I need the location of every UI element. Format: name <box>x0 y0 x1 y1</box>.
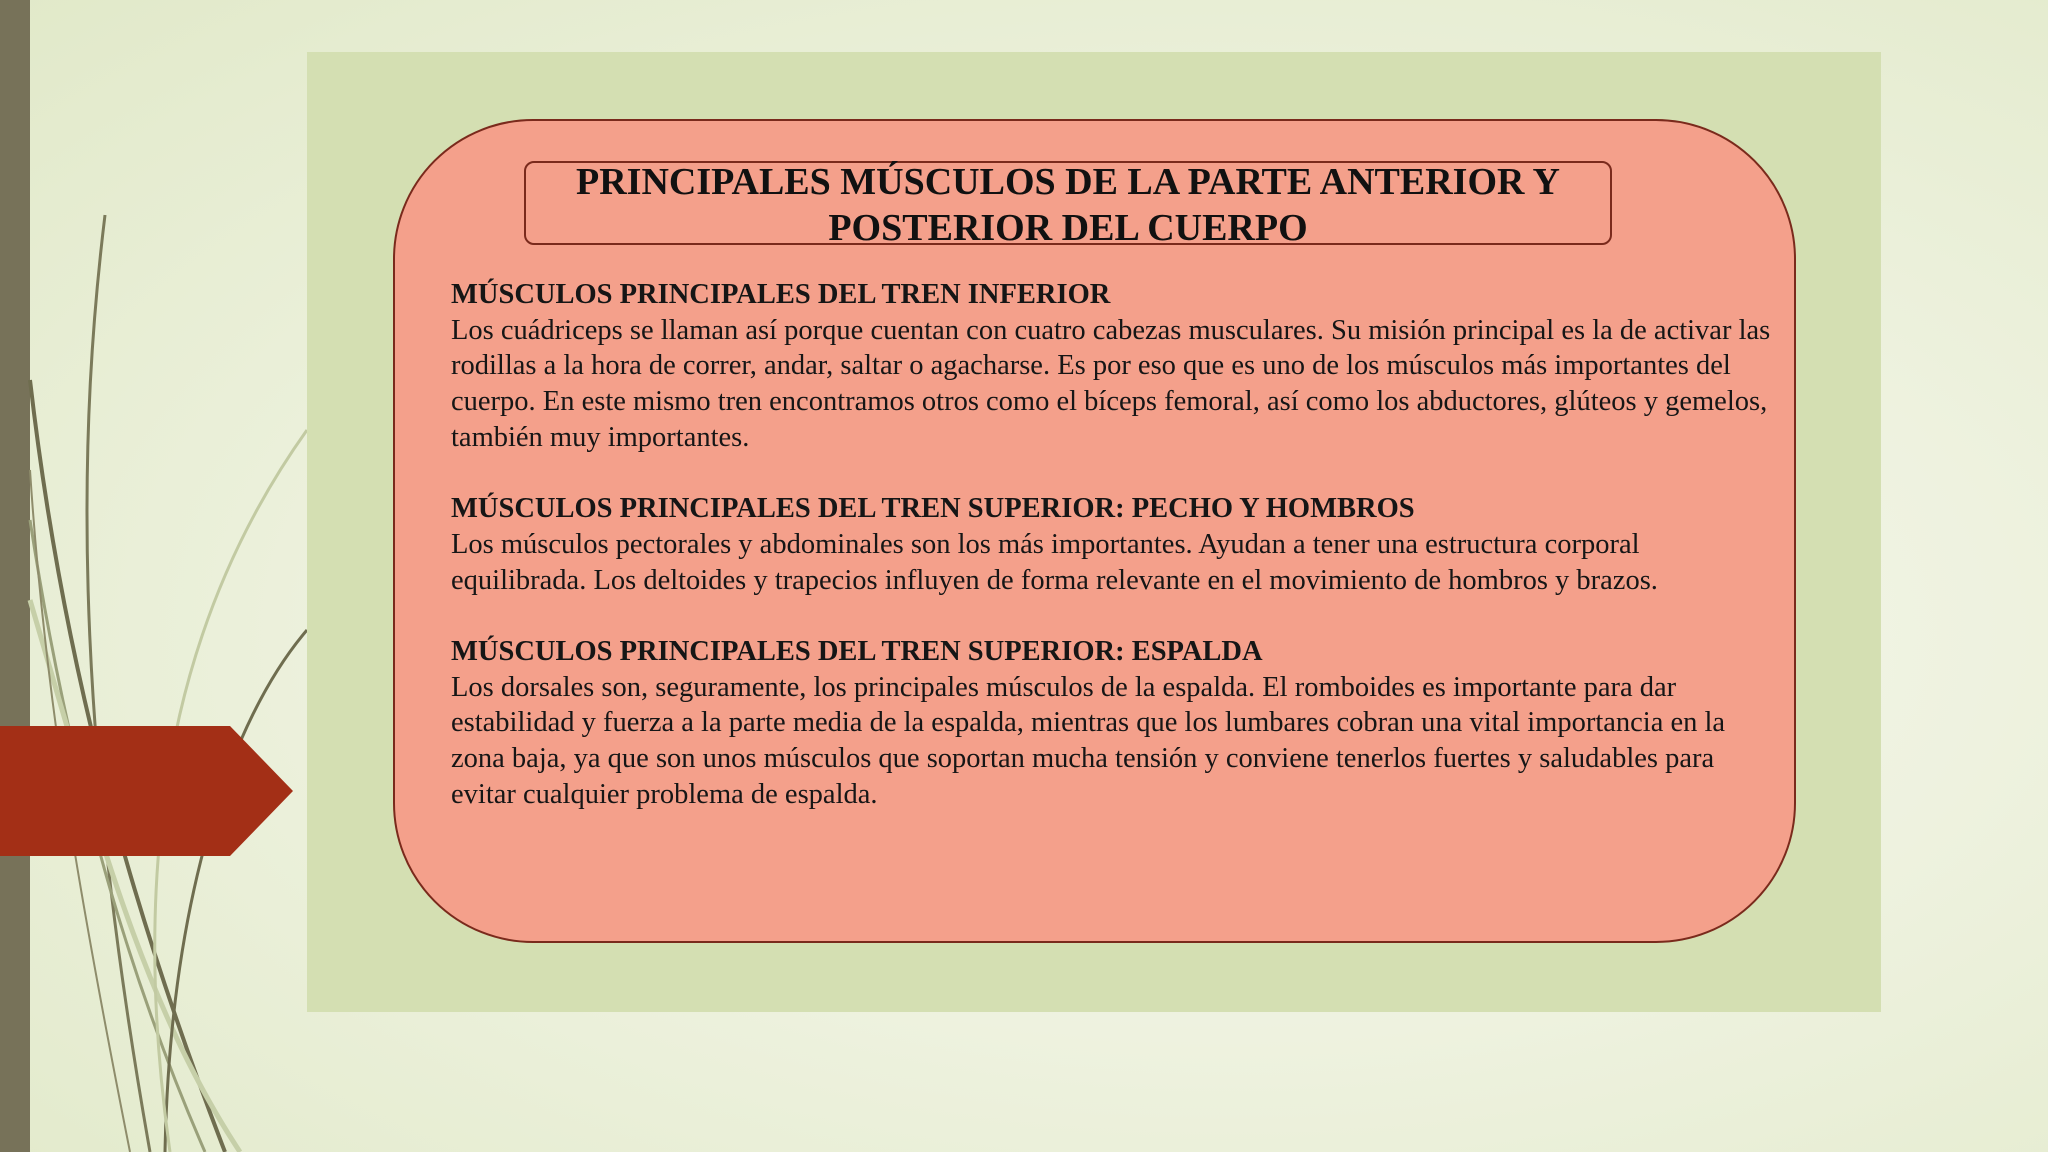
grass-decoration <box>0 0 320 1152</box>
section-chest-shoulders <box>451 491 1771 598</box>
section-heading: MÚSCULOS PRINCIPALES DEL TREN SUPERIOR: PECHO Y HOMBROS <box>451 493 1415 525</box>
section-lower-body <box>451 277 1771 456</box>
slide-title: PRINCIPALES MÚSCULOS DE LA PARTE ANTERIOR Y POSTERIOR DEL CUERPO <box>576 161 1560 249</box>
section-body: Los dorsales son, seguramente, los principales músculos de la espalda. El romboides es importante para dar estabilidad y fuerza a la parte media de la espalda, mientras que los lumbares cobran una vital importancia en la zona baja, ya que son unos músculos que soportan mucha tensión y conviene tenerlos fuertes y saludables para evitar cualquier problema de espalda. <box>451 671 1726 810</box>
section-body: Los cuádriceps se llaman así porque cuentan con cuatro cabezas musculares. Su misión principal es la de activar las rodillas a la hora de correr, andar, saltar o agacharse. Es por eso que es uno de los músculos más importantes del cuerpo. En este mismo tren encontramos otros como el bíceps femoral, así como los abductores, glúteos y gemelos, también muy importantes. <box>451 314 1771 453</box>
sections-container <box>451 277 1771 848</box>
content-card <box>393 119 1796 943</box>
section-back <box>451 634 1771 813</box>
section-heading: MÚSCULOS PRINCIPALES DEL TREN INFERIOR <box>451 279 1111 310</box>
section-heading: MÚSCULOS PRINCIPALES DEL TREN SUPERIOR: ESPALDA <box>451 636 1263 667</box>
section-body: Los músculos pectorales y abdominales son los más importantes. Ayudan a tener una estructura corporal equilibrada. Los deltoides y trapecios influyen de forma relevante en el movimiento de hombros y brazos. <box>451 528 1658 596</box>
arrow-tab-shape <box>0 726 295 856</box>
